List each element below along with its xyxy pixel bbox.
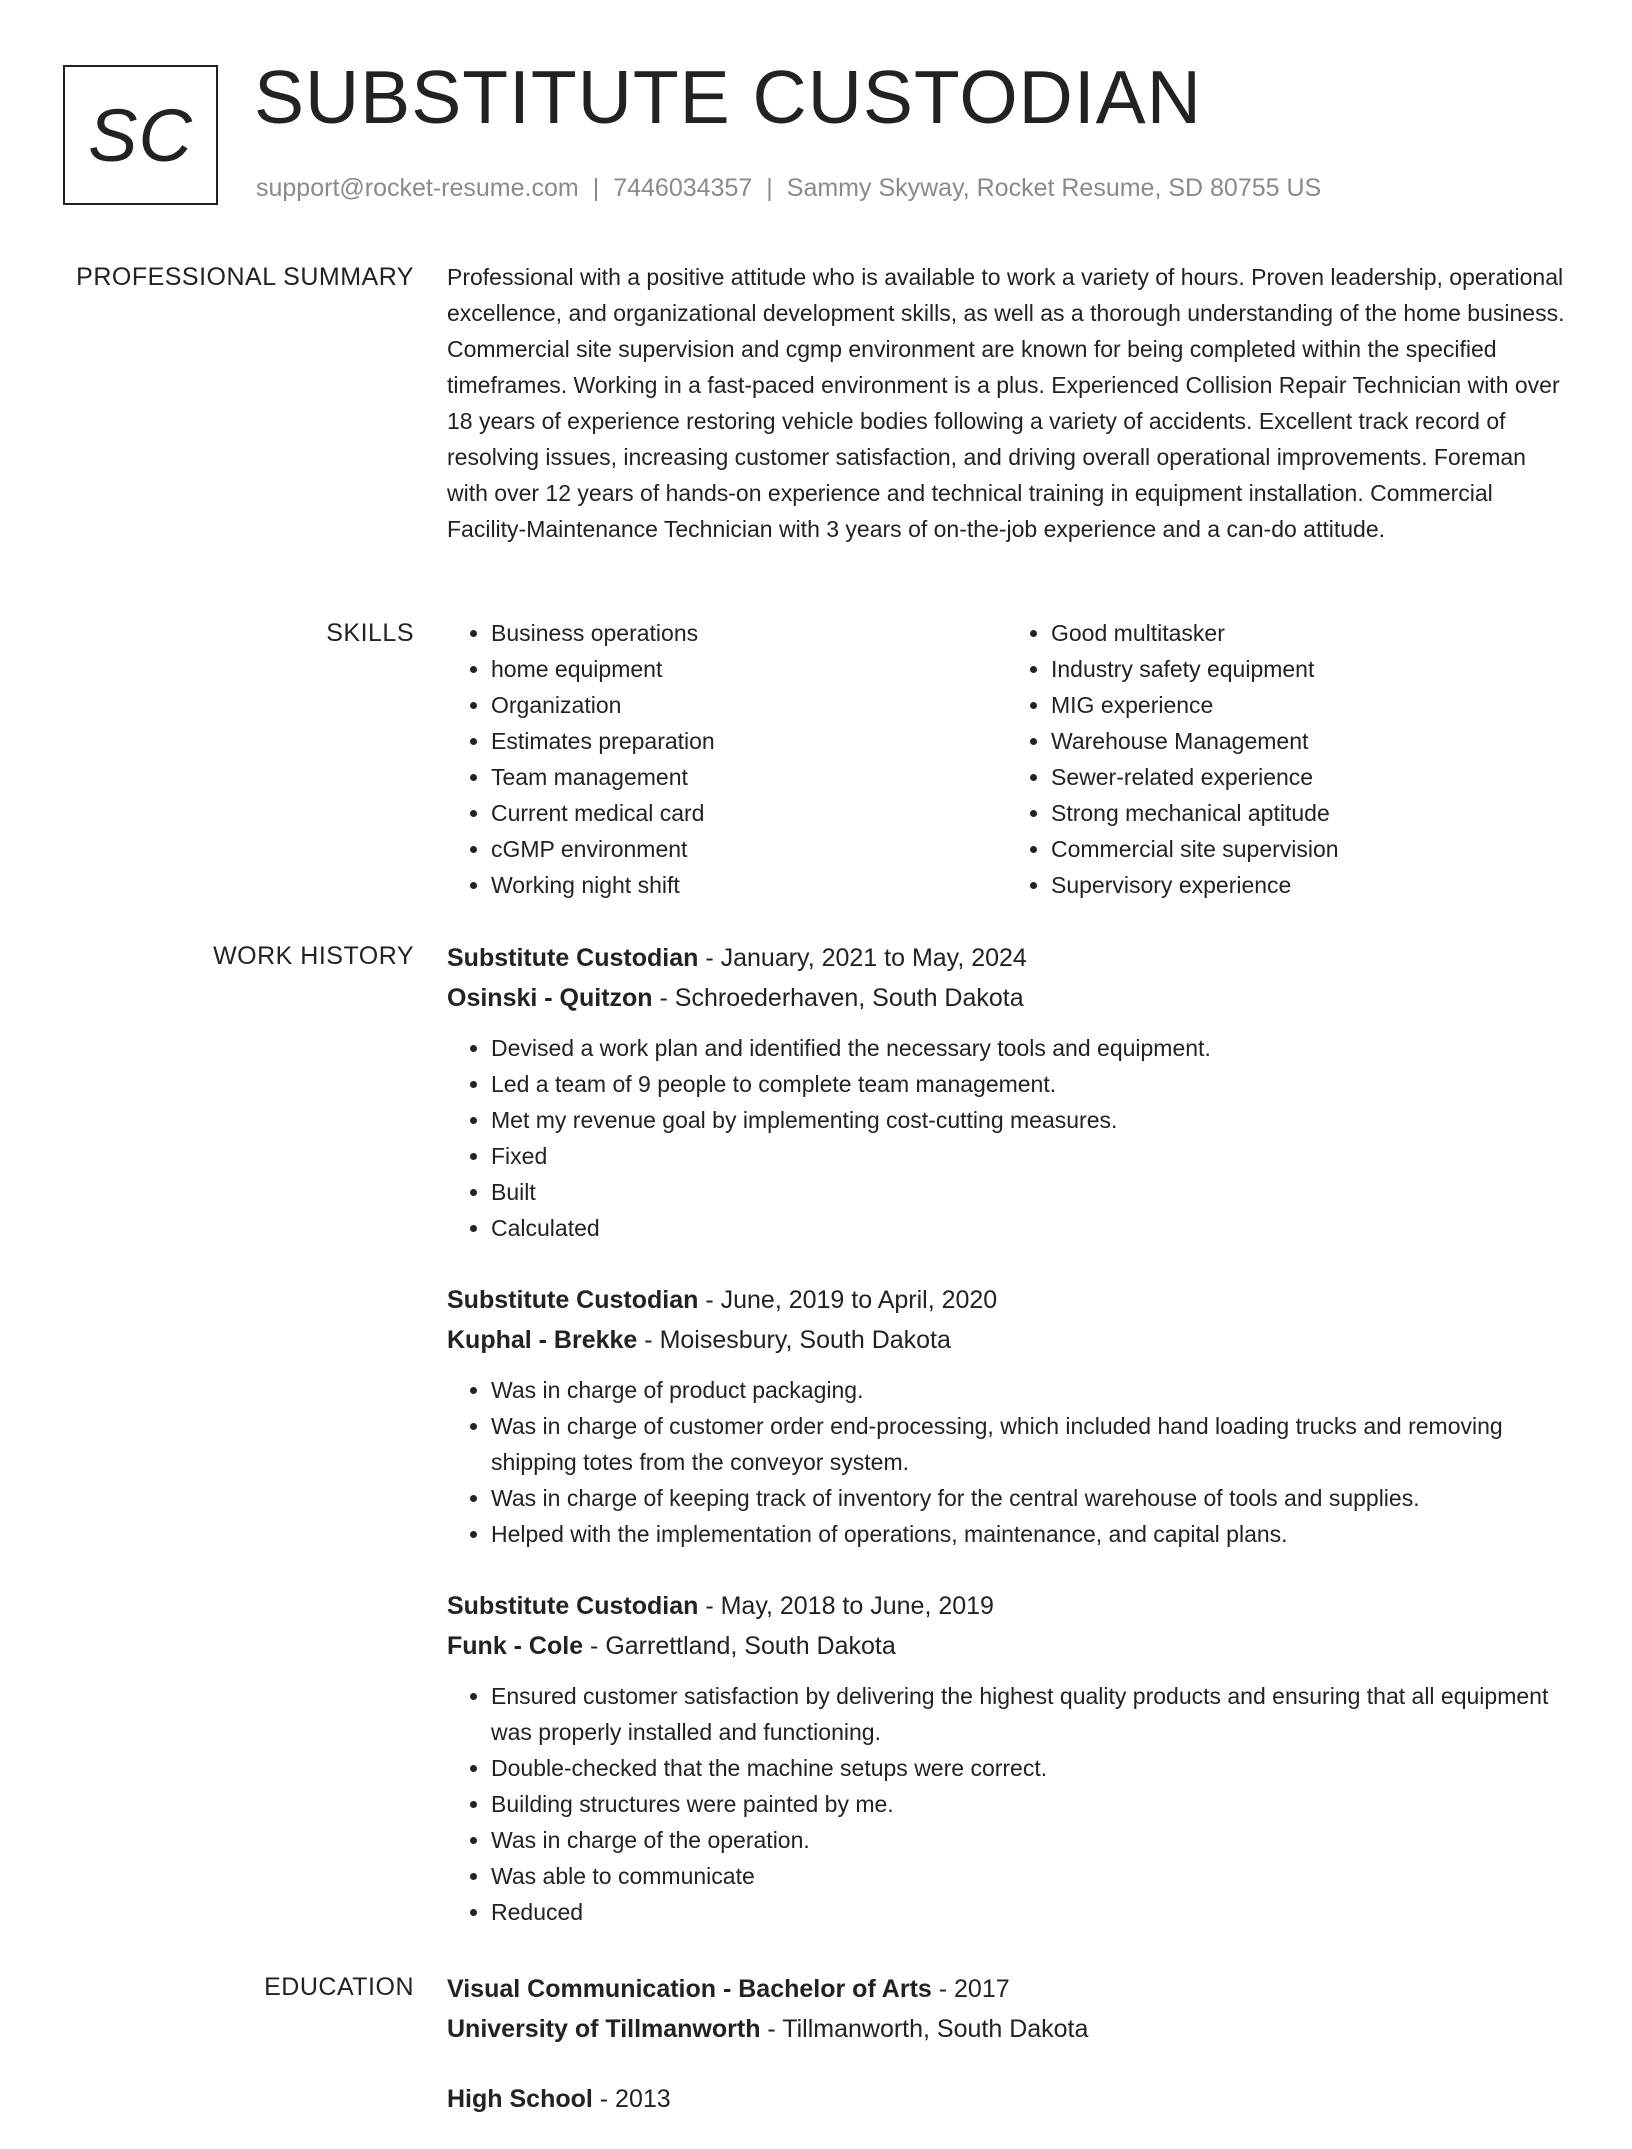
job-title-line: Substitute Custodian - May, 2018 to June, 2019: [447, 1592, 994, 1620]
education-degree: High School: [447, 2085, 593, 2113]
resume-name-heading: SUBSTITUTE CUSTODIAN: [254, 55, 1202, 139]
email-text: support@rocket-resume.com: [256, 174, 579, 202]
job-bullet: • Devised a work plan and identified the necessary tools and equipment.: [491, 1030, 1567, 1066]
education-school-line: University of Tillmanworth - Tillmanworth, South Dakota: [447, 2015, 1089, 2043]
job-location: Garrettland, South Dakota: [605, 1632, 896, 1660]
job-bullet: • Was in charge of customer order end-processing, which included hand loading trucks and removing shipping totes from the conveyor system.: [491, 1408, 1567, 1480]
initials-monogram: SC: [63, 65, 218, 205]
skill-item: • Current medical card: [491, 795, 1007, 831]
job-bullet: • Was able to communicate: [491, 1858, 1567, 1894]
education-entry: [447, 2079, 1567, 2119]
skill-item: • cGMP environment: [491, 831, 1007, 867]
section-label-education: EDUCATION: [264, 1973, 414, 2001]
education-location: Tillmanworth, South Dakota: [782, 2015, 1089, 2043]
job-company-line: Kuphal - Brekke - Moisesbury, South Dakota: [447, 1326, 951, 1354]
job-bullet: • Was in charge of keeping track of inventory for the central warehouse of tools and supplies.: [491, 1480, 1567, 1516]
skill-item: • Working night shift: [491, 867, 1007, 903]
job-entry: [447, 1586, 1567, 1930]
skill-item: • Supervisory experience: [1051, 867, 1567, 903]
contact-separator: |: [592, 174, 600, 202]
job-bullet: • Was in charge of the operation.: [491, 1822, 1567, 1858]
job-dates: May, 2018 to June, 2019: [720, 1592, 994, 1620]
job-title: Substitute Custodian: [447, 1592, 699, 1620]
skill-item: • Team management: [491, 759, 1007, 795]
job-entry: [447, 938, 1567, 1246]
job-dates: January, 2021 to May, 2024: [720, 944, 1027, 972]
education-year: 2017: [954, 1975, 1010, 2003]
job-company: Funk - Cole: [447, 1632, 584, 1660]
job-title-line: Substitute Custodian - June, 2019 to April, 2020: [447, 1286, 998, 1314]
job-company-line: Funk - Cole - Garrettland, South Dakota: [447, 1632, 896, 1660]
education-content: [447, 1969, 1567, 2149]
work-history-content: [447, 938, 1567, 1964]
job-title-line: Substitute Custodian - January, 2021 to May, 2024: [447, 944, 1027, 972]
job-bullets: [447, 1678, 1567, 1930]
job-bullet: • Helped with the implementation of operations, maintenance, and capital plans.: [491, 1516, 1567, 1552]
job-bullet: • Fixed: [491, 1138, 1567, 1174]
skills-list-left: [447, 615, 1007, 903]
skill-item: • Strong mechanical aptitude: [1051, 795, 1567, 831]
skills-content: [447, 615, 1567, 903]
job-bullets: [447, 1030, 1567, 1246]
job-title: Substitute Custodian: [447, 1286, 699, 1314]
job-bullet: • Double-checked that the machine setups were correct.: [491, 1750, 1567, 1786]
section-label-skills: SKILLS: [326, 619, 414, 647]
summary-text: Professional with a positive attitude who is available to work a variety of hours. Proven leadership, operational excellence, and organizational development skills, as well as a thorough understanding of the home business. Commercial site supervision and cgmp environment are known for being completed within the specified timeframes. Working in a fast-paced environment is a plus. Experienced Collision Repair Technician with over 18 years of experience restoring vehicle bodies following a variety of accidents. Excellent track record of resolving issues, increasing customer satisfaction, and driving overall operational improvements. Foreman with over 12 years of hands-on experience and technical training in equipment installation. Commercial Facility-Maintenance Technician with 3 years of on-the-job experience and a can-do attitude.: [447, 264, 1565, 542]
section-label-summary: PROFESSIONAL SUMMARY: [76, 263, 414, 291]
job-location: Schroederhaven, South Dakota: [674, 984, 1024, 1012]
job-bullet: • Was in charge of product packaging.: [491, 1372, 1567, 1408]
section-label-work-history: WORK HISTORY: [213, 942, 414, 970]
contact-separator: |: [766, 174, 773, 202]
job-title: Substitute Custodian: [447, 944, 699, 972]
skill-item: • Business operations: [491, 615, 1007, 651]
skill-item: • MIG experience: [1051, 687, 1567, 723]
job-bullets: [447, 1372, 1567, 1552]
job-company: Kuphal - Brekke: [447, 1326, 638, 1354]
skill-item: • Estimates preparation: [491, 723, 1007, 759]
job-bullet: • Reduced: [491, 1894, 1567, 1930]
job-location: Moisesbury, South Dakota: [659, 1326, 951, 1354]
skill-item: • Sewer-related experience: [1051, 759, 1567, 795]
education-school: University of Tillmanworth: [447, 2015, 761, 2043]
skill-item: • Industry safety equipment: [1051, 651, 1567, 687]
phone-text: 7446034357: [613, 174, 753, 202]
education-degree-line: High School - 2013: [447, 2085, 671, 2113]
job-company-line: Osinski - Quitzon - Schroederhaven, South Dakota: [447, 984, 1024, 1012]
skill-item: • Organization: [491, 687, 1007, 723]
job-bullet: • Built: [491, 1174, 1567, 1210]
job-bullet: • Led a team of 9 people to complete team management.: [491, 1066, 1567, 1102]
skill-item: • Commercial site supervision: [1051, 831, 1567, 867]
summary-content: [447, 259, 1567, 547]
contact-line: [256, 174, 1321, 203]
skill-item: • Good multitasker: [1051, 615, 1567, 651]
job-entry: [447, 1280, 1567, 1552]
education-degree: Visual Communication - Bachelor of Arts: [447, 1975, 932, 2003]
job-bullet: • Met my revenue goal by implementing cost-cutting measures.: [491, 1102, 1567, 1138]
skill-item: • Warehouse Management: [1051, 723, 1567, 759]
address-text: Sammy Skyway, Rocket Resume, SD 80755 US: [786, 174, 1322, 202]
education-entry: [447, 1969, 1567, 2049]
education-year: 2013: [615, 2085, 671, 2113]
skill-item: • home equipment: [491, 651, 1007, 687]
job-bullet: • Building structures were painted by me.: [491, 1786, 1567, 1822]
skills-list-right: [1007, 615, 1567, 903]
education-degree-line: Visual Communication - Bachelor of Arts - 2017: [447, 1975, 1010, 2003]
job-bullet: • Calculated: [491, 1210, 1567, 1246]
job-dates: June, 2019 to April, 2020: [720, 1286, 998, 1314]
job-company: Osinski - Quitzon: [447, 984, 653, 1012]
job-bullet: • Ensured customer satisfaction by delivering the highest quality products and ensuring that all equipment was properly installed and functioning.: [491, 1678, 1567, 1750]
